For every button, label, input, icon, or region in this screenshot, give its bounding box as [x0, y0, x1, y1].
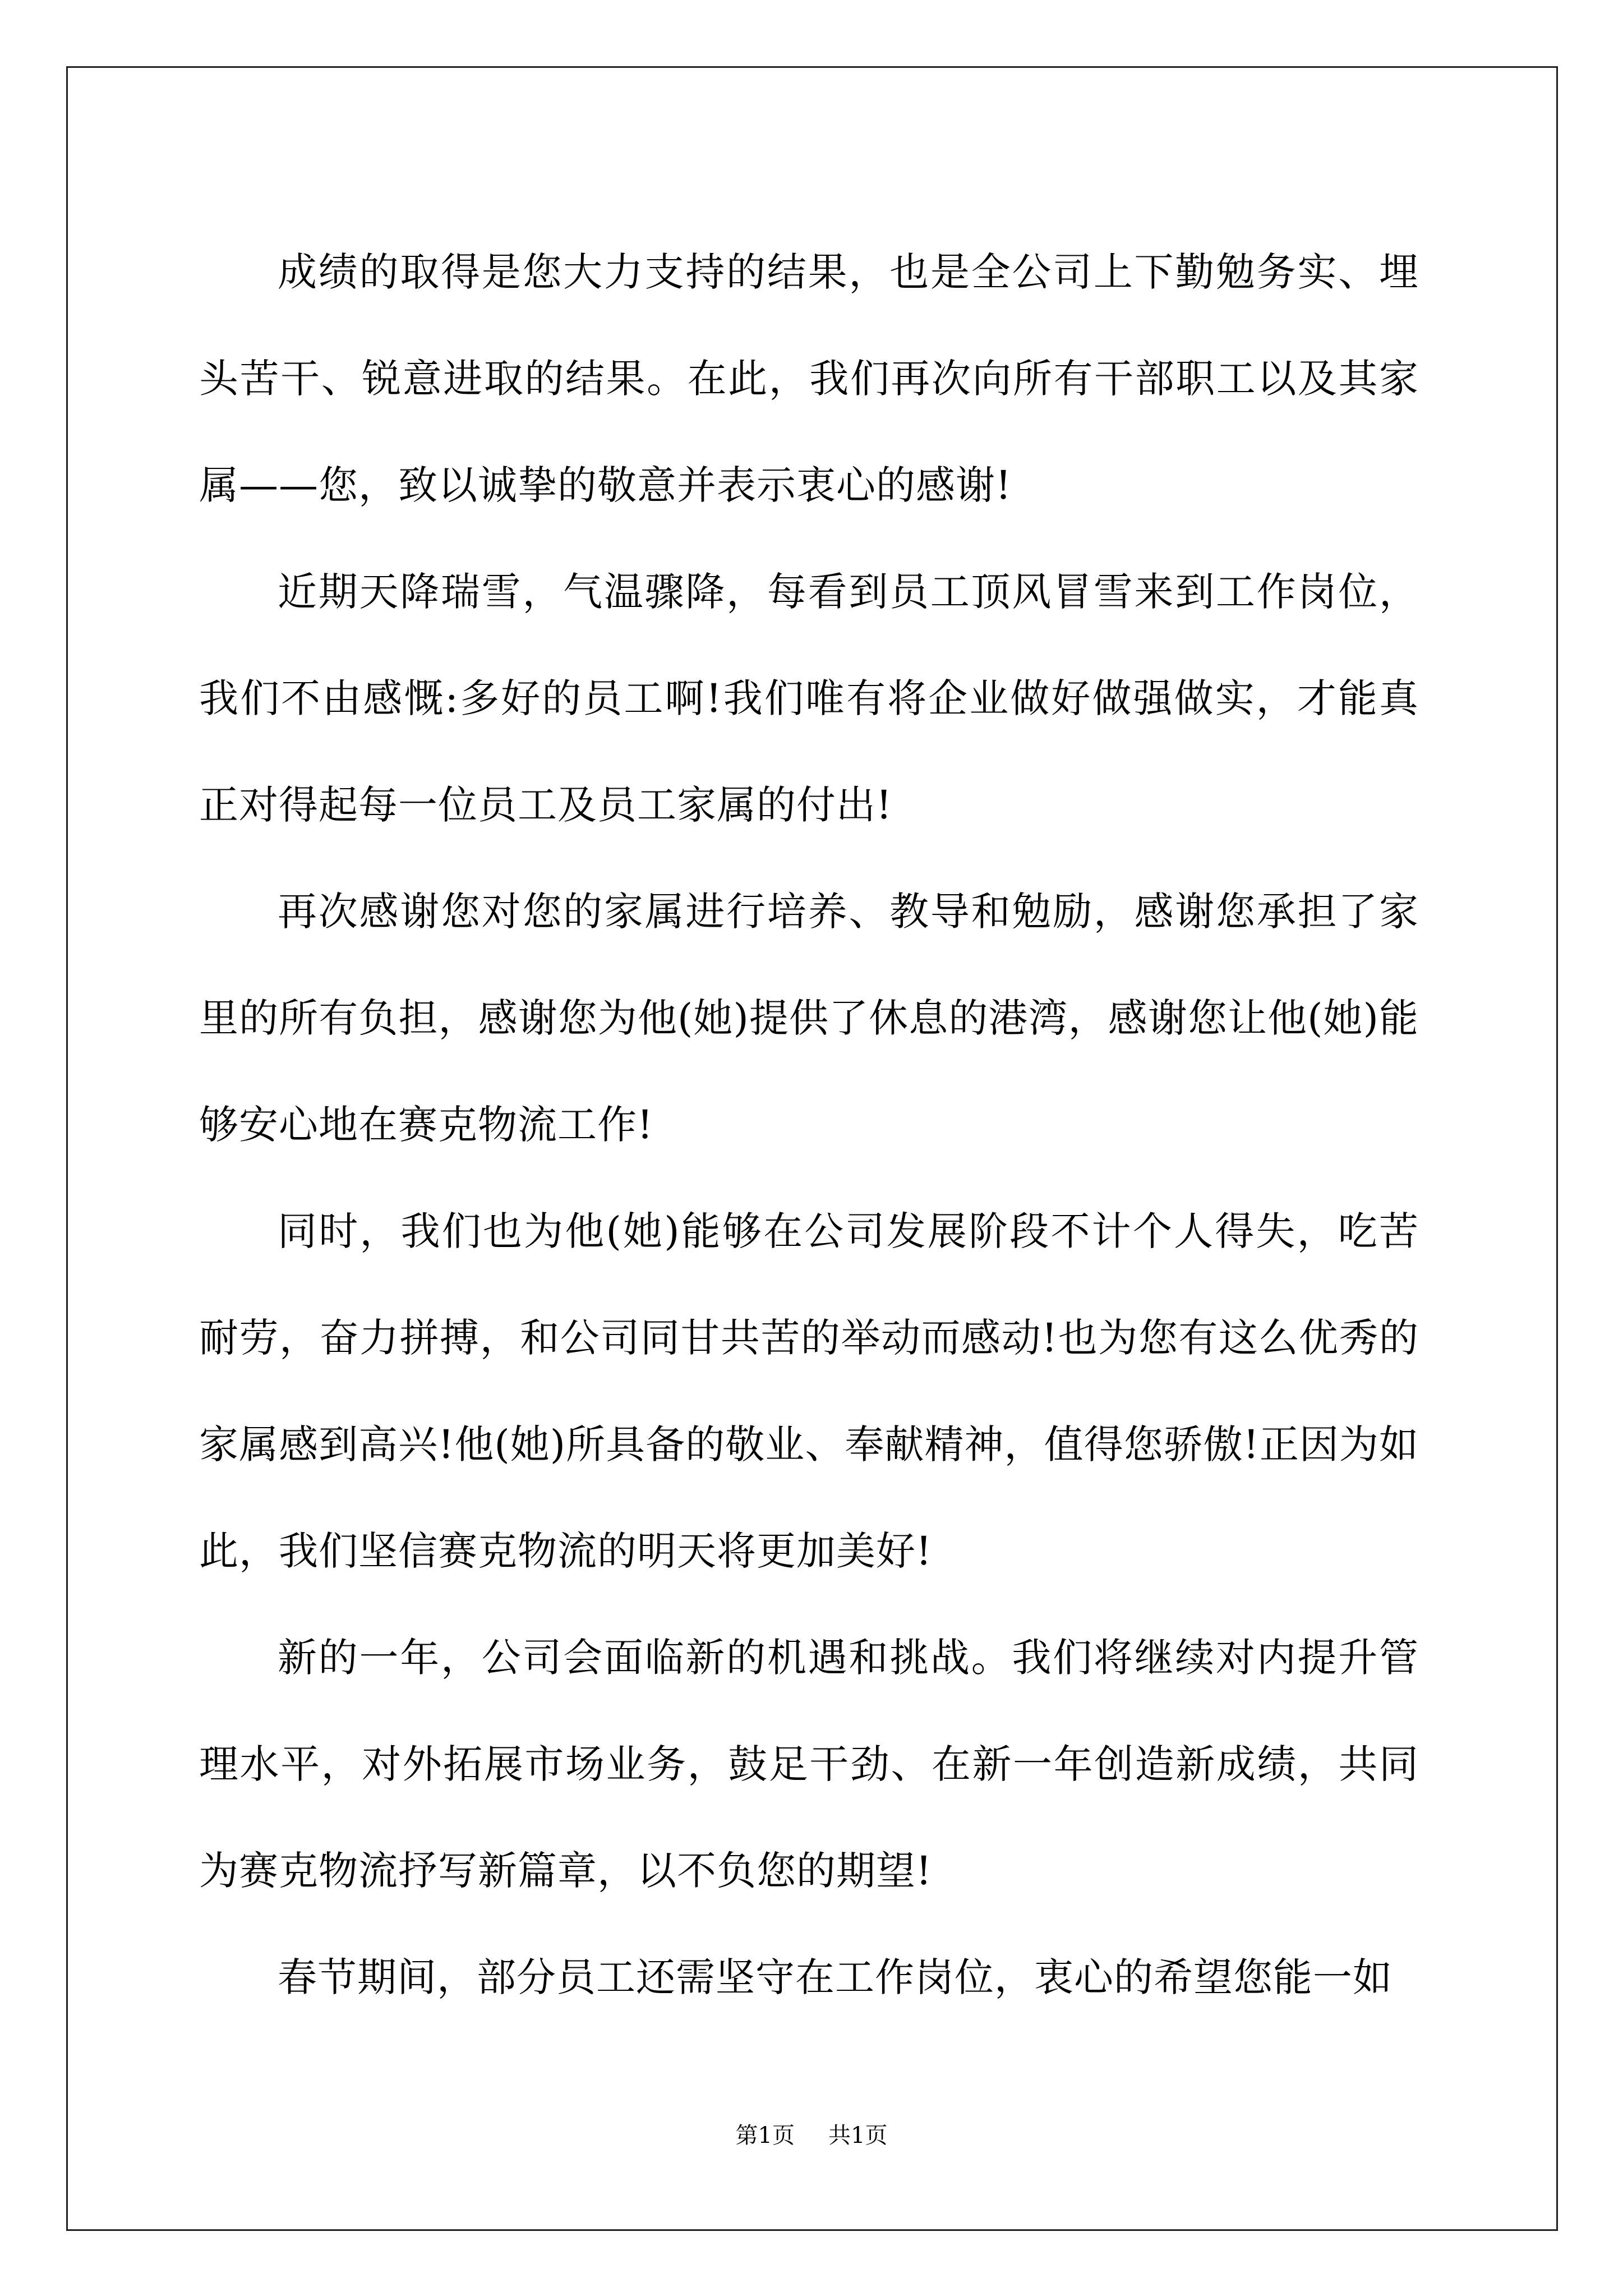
paragraph-4: 同时，我们也为他(她)能够在公司发展阶段不计个人得失，吃苦耐劳，奋力拼搏，和公司同甘共苦的举动而感动!也为您有这么优秀的家属感到高兴!他(她)所具备的敬业、奉献精神，值得您骄傲!正因为如此，我们坚信赛克物流的明天将更加美好!	[199, 1208, 1419, 1574]
paragraph-3: 再次感谢您对您的家属进行培养、教导和勉励，感谢您承担了家里的所有负担，感谢您为他(她)提供了休息的港湾，感谢您让他(她)能够安心地在赛克物流工作!	[199, 889, 1419, 1148]
page-number-current: 第1页	[735, 2123, 795, 2148]
paragraph-5: 新的一年，公司会面临新的机遇和挑战。我们将继续对内提升管理水平，对外拓展市场业务，鼓足干劲、在新一年创造新成绩，共同为赛克物流抒写新篇章，以不负您的期望!	[199, 1635, 1419, 1894]
paragraph-6: 春节期间，部分员工还需坚守在工作岗位，衷心的希望您能一如	[278, 1954, 1393, 2000]
page-number-total: 共1页	[828, 2123, 888, 2148]
paragraph-2: 近期天降瑞雪，气温骤降，每看到员工顶风冒雪来到工作岗位，我们不由感慨:多好的员工啊!我们唯有将企业做好做强做实，才能真正对得起每一位员工及员工家属的付出!	[199, 569, 1419, 828]
paragraph-1: 成绩的取得是您大力支持的结果，也是全公司上下勤勉务实、埋头苦干、锐意进取的结果。在此，我们再次向所有干部职工以及其家属——您，致以诚挚的敬意并表示衷心的感谢!	[199, 249, 1419, 508]
page-footer	[0, 2118, 1623, 2150]
document-body	[199, 219, 1419, 2031]
